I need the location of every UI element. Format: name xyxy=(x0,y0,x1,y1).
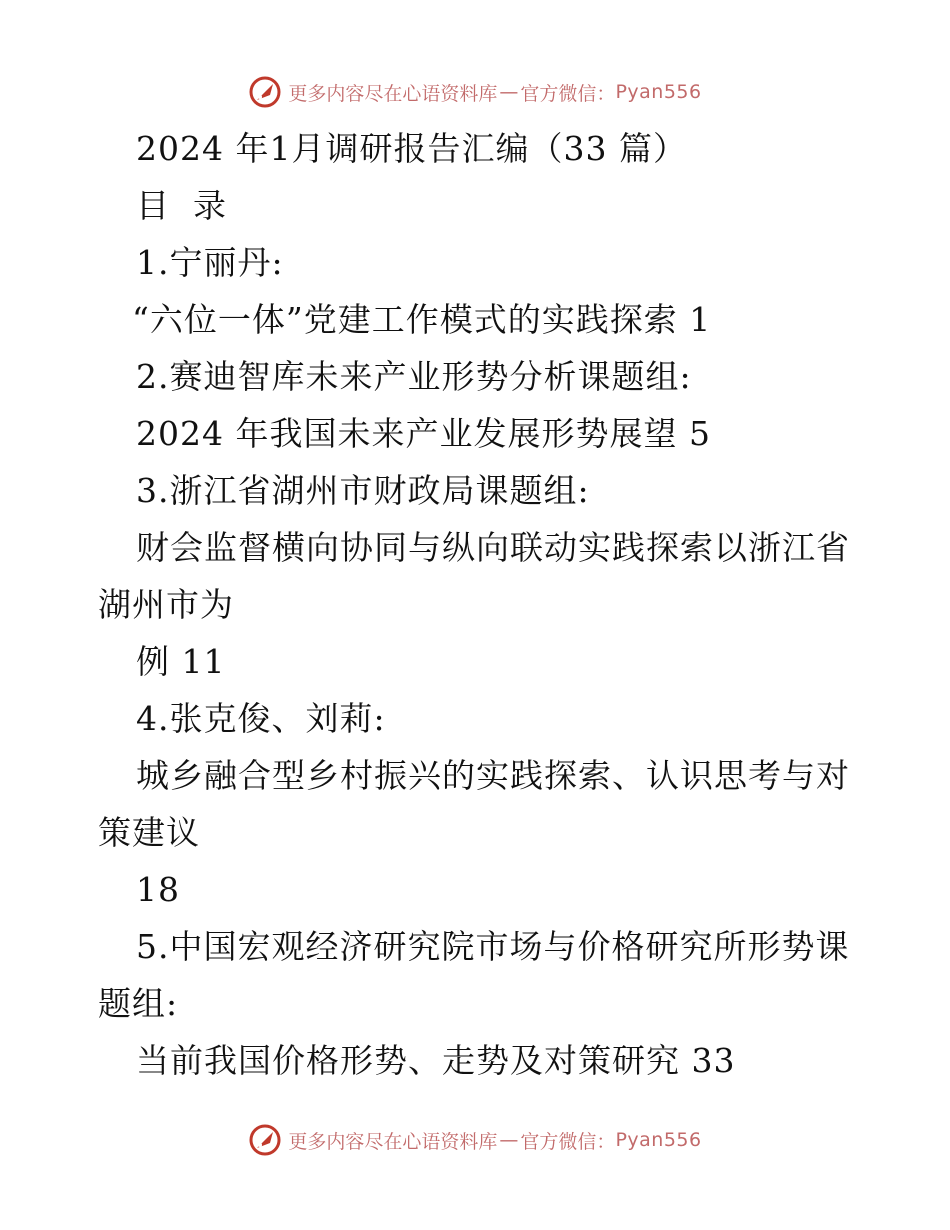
toc-entry: 例 11 xyxy=(136,642,226,681)
toc-entry: 财会监督横向协同与纵向联动实践探索以浙江省湖州市为 xyxy=(98,528,850,624)
banner-text: 更多内容尽在心语资料库 xyxy=(288,1130,498,1153)
document-body xyxy=(98,120,858,1089)
banner-text: 更多内容尽在心语资料库 xyxy=(288,82,498,105)
quill-logo-icon xyxy=(248,1123,282,1157)
toc-heading: 目 录 xyxy=(136,186,227,225)
banner-separator: — xyxy=(499,1129,519,1151)
banner-label: 官方微信： xyxy=(520,82,616,105)
document-title: 2024 年1月调研报告汇编（33 篇） xyxy=(136,129,687,168)
toc-entry: 城乡融合型乡村振兴的实践探索、认识思考与对策建议 xyxy=(98,756,850,852)
banner-separator: — xyxy=(499,81,519,103)
header-watermark xyxy=(0,72,950,112)
toc-entry: 4.张克俊、刘莉: xyxy=(136,699,386,738)
toc-entry: 5.中国宏观经济研究院市场与价格研究所形势课题组: xyxy=(98,927,850,1023)
toc-entry: 2024 年我国未来产业发展形势展望 5 xyxy=(136,414,711,453)
toc-entry: “六位一体”党建工作模式的实践探索 1 xyxy=(132,300,712,339)
banner-handle: Pyan556 xyxy=(615,81,702,103)
footer-watermark xyxy=(0,1120,950,1160)
toc-entry: 18 xyxy=(136,870,180,909)
banner-handle: Pyan556 xyxy=(615,1129,702,1151)
toc-entry: 1.宁丽丹: xyxy=(136,243,284,282)
toc-entry: 3.浙江省湖州市财政局课题组: xyxy=(136,471,590,510)
toc-entry: 2.赛迪智库未来产业形势分析课题组: xyxy=(136,357,692,396)
toc-entry: 当前我国价格形势、走势及对策研究 33 xyxy=(136,1041,736,1080)
quill-logo-icon xyxy=(248,75,282,109)
banner-label: 官方微信： xyxy=(520,1130,616,1153)
